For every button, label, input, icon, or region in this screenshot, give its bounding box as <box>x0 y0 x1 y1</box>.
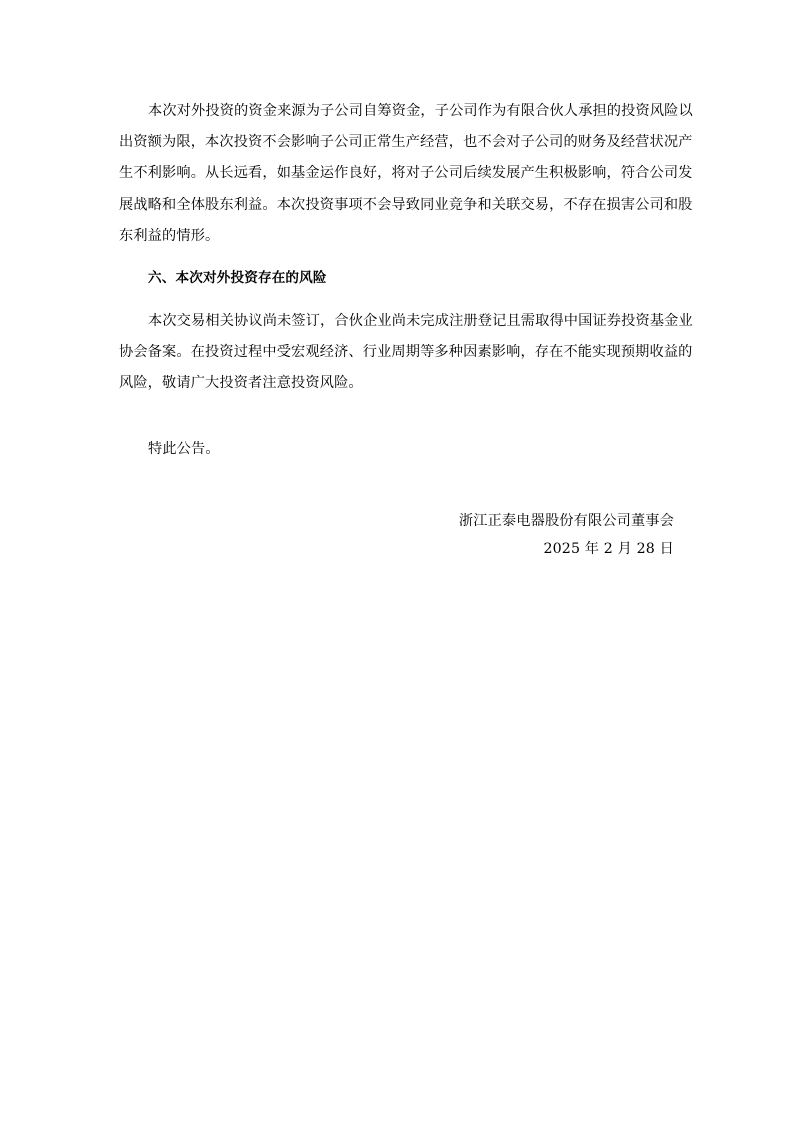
paragraph-line: 出资额为限，本次投资不会影响子公司正常生产经营，也不会对子公司的财务及经营状况产 <box>119 134 693 150</box>
paragraph-line: 风险，敬请广大投资者注意投资风险。 <box>119 375 363 391</box>
section-heading-risks: 六、本次对外投资存在的风险 <box>148 270 327 286</box>
paragraph-line: 展战略和全体股东利益。本次投资事项不会导致同业竞争和关联交易，不存在损害公司和股 <box>119 197 693 213</box>
paragraph-line: 本次对外投资的资金来源为子公司自筹资金，子公司作为有限合伙人承担的投资风险以 <box>148 103 693 119</box>
closing-statement: 特此公告。 <box>148 441 220 457</box>
signature-company: 浙江正泰电器股份有限公司董事会 <box>458 513 674 529</box>
paragraph-line: 生不利影响。从长远看，如基金运作良好，将对子公司后续发展产生积极影响，符合公司发 <box>119 165 693 181</box>
signature-date: 2025 年 2 月 28 日 <box>543 541 674 557</box>
paragraph-line: 东利益的情形。 <box>119 228 220 244</box>
paragraph-line: 本次交易相关协议尚未签订，合伙企业尚未完成注册登记且需取得中国证券投资基金业 <box>148 313 693 329</box>
paragraph-line: 协会备案。在投资过程中受宏观经济、行业周期等多种因素影响，存在不能实现预期收益的 <box>119 344 693 360</box>
